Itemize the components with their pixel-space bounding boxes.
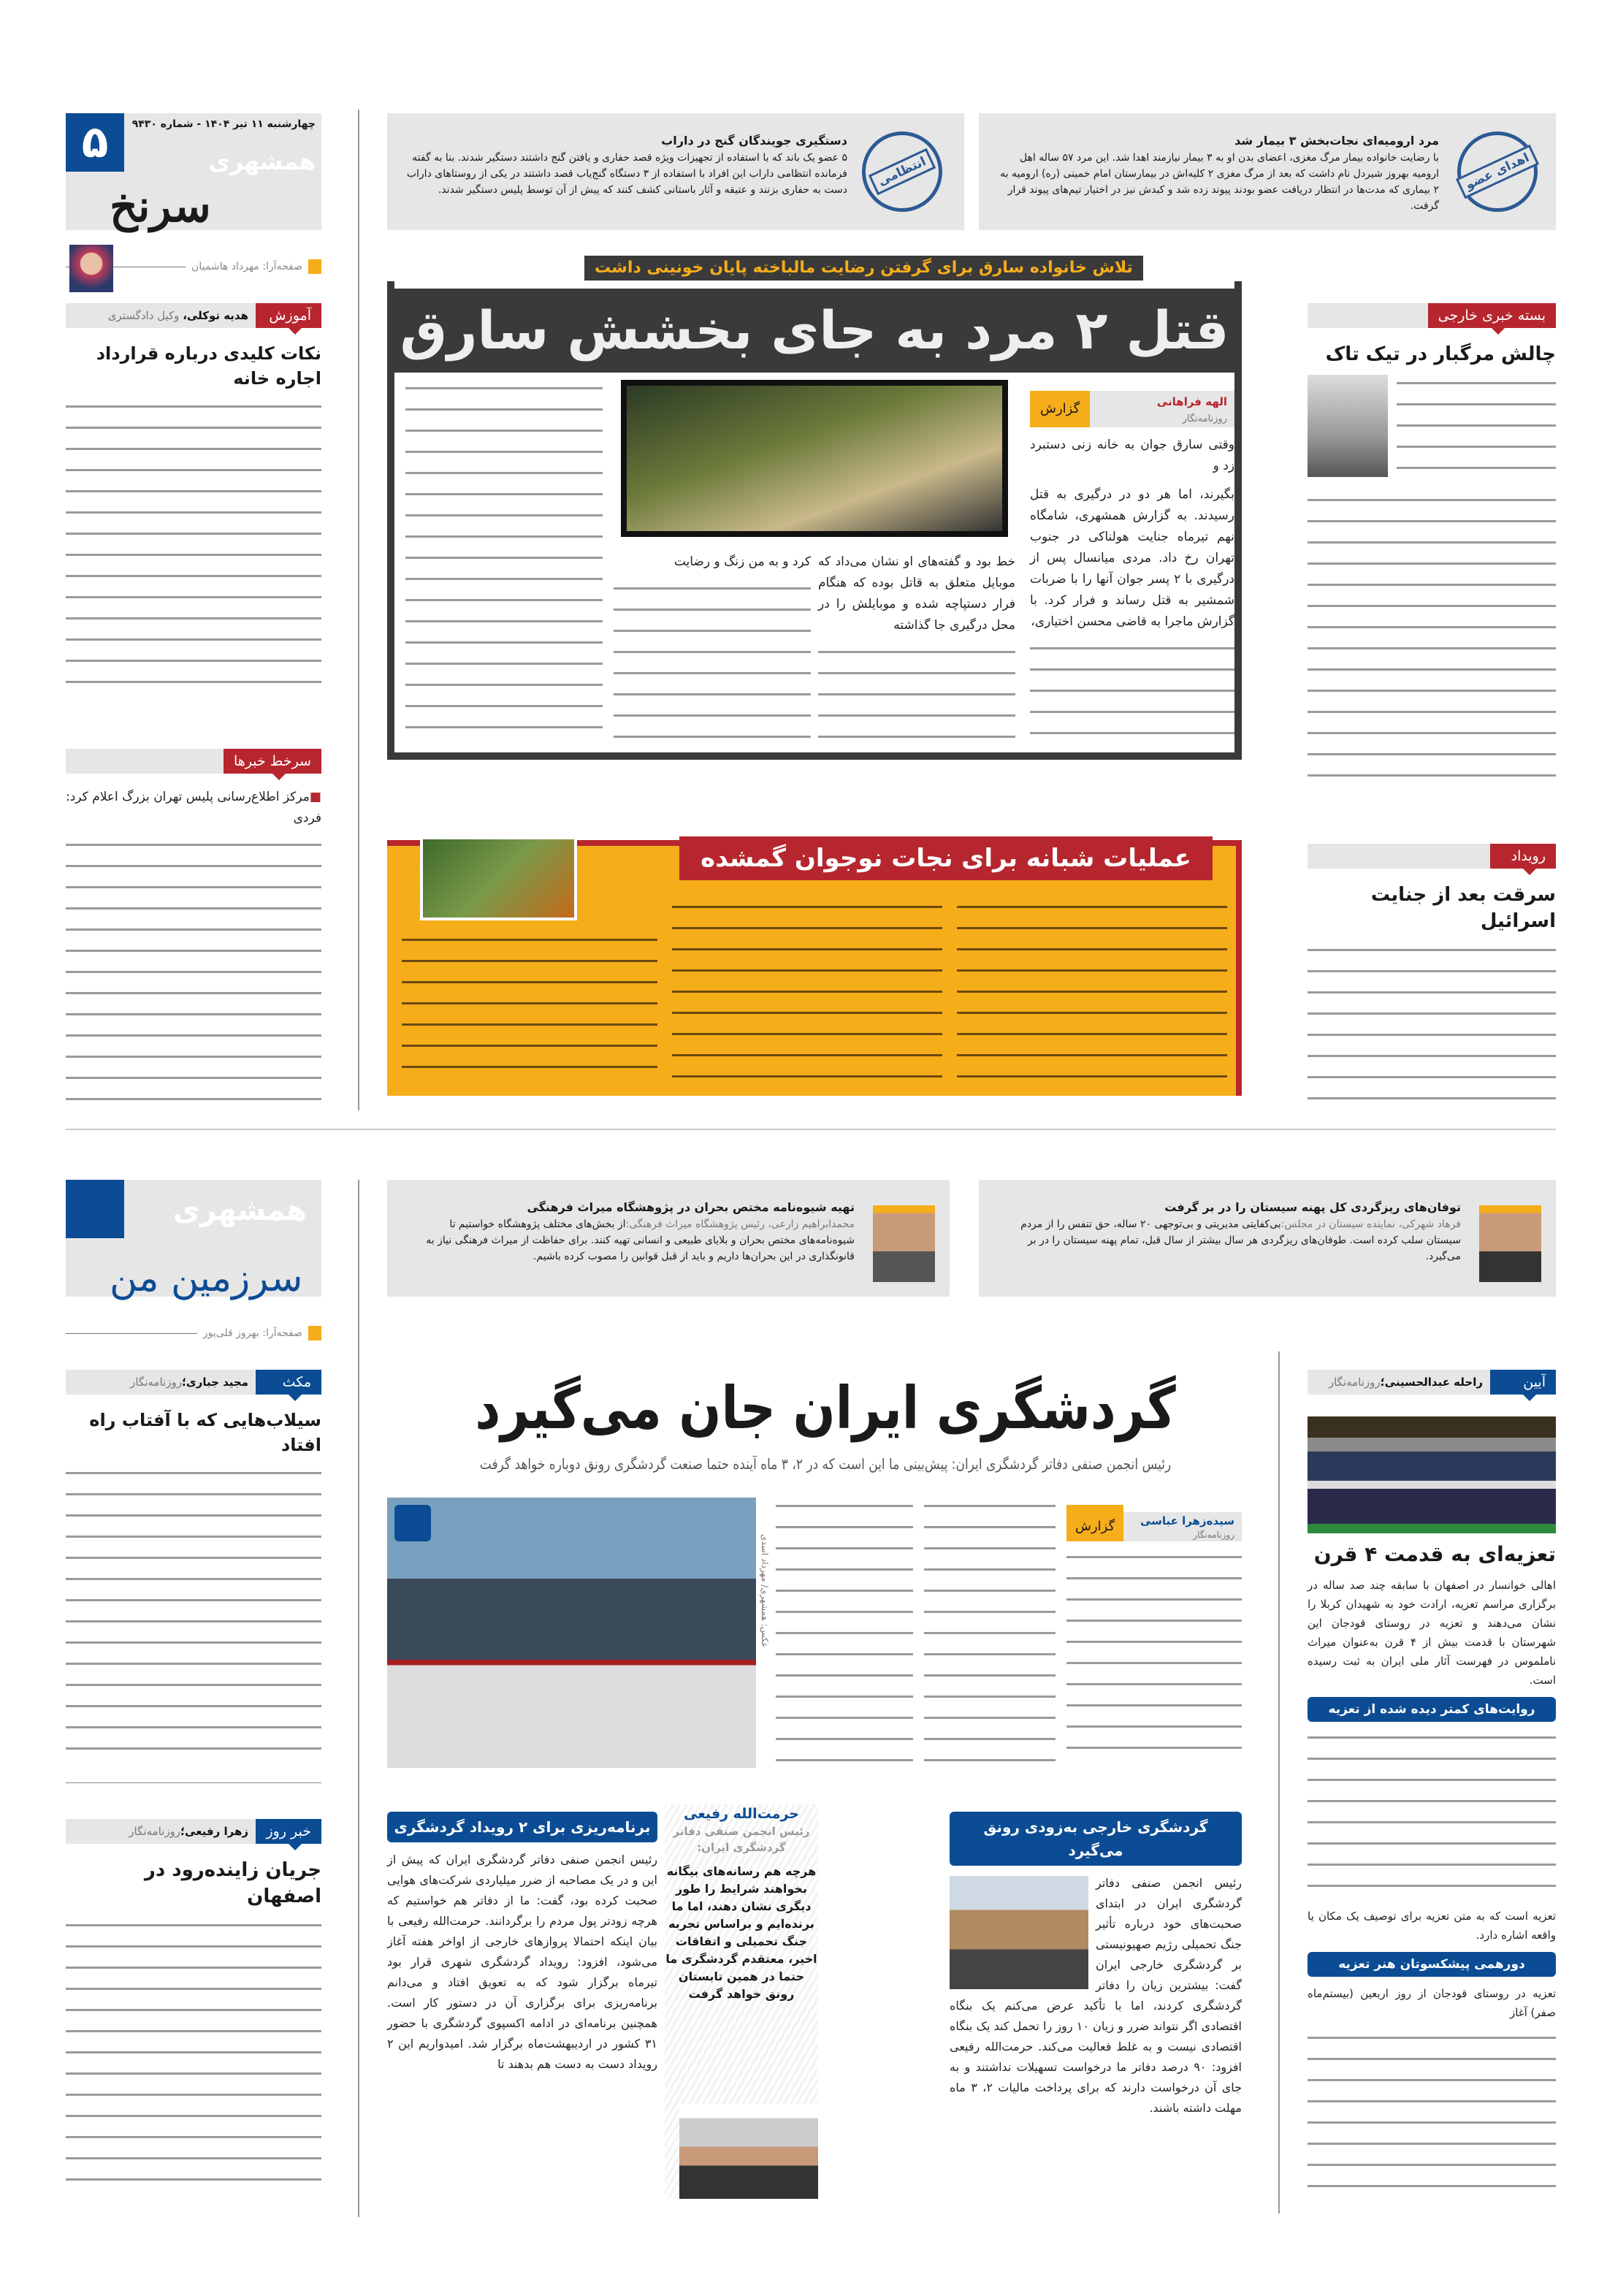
- article-col-2: خط بود و گفته‌های او نشان می‌داد که موبایل متعلق به قاتل بوده که هنگام فرار دستپاچه شده و موبایلش را در محل درگیری جا گذاشته: [818, 554, 1015, 633]
- brief-body: با رضایت خانواده بیمار مرگ مغزی، اعضای بدن او به ۳ بیمار نیازمند اهدا شد. این مرد ۵۷ ساله اهل ارومیه بهروز شیردل نام داشت که بعد از مرگ مغزی ۲ کلیه‌اش در بیمارستان امام خمینی (ره) ارومیه به ۲ بیماری که مدت‌ها در انتظار دریافت عضو بودند پیوند زده شد و کبدش نیز در اختیار تیم‌های پیوند قرار گرفت.: [1000, 152, 1439, 212]
- headline[interactable]: جریان زاینده‌رود در اصفهان: [144, 1859, 321, 1907]
- brief-body: از بخش‌های مختلف پژوهشگاه خواستیم تا شیوه‌نامه‌های مختص بحران و بلایای طبیعی و انسانی تهیه کنند. برای حفاظت از میراث فرهنگی نیاز به قانونگذاری در این بحران‌ها داریم و باید از قبل قوانین را مصوب کرده باشیم.: [426, 1218, 855, 1262]
- article-body: [402, 931, 657, 1085]
- article-body: [405, 380, 603, 745]
- kicker-event: [1308, 844, 1556, 869]
- section-tag: آموزش: [256, 303, 321, 328]
- layout-credit-text: صفحه‌آرا: مهرداد هاشمیان: [191, 261, 302, 272]
- article-text: تعزیه است که به متن تعزیه برای توصیف یک مکان یا واقعه اشاره دارد.: [1308, 1909, 1556, 1942]
- page-separator: [66, 1129, 1556, 1130]
- section-logo: سرنخ: [110, 181, 211, 232]
- paper-logo: همشهری: [172, 1194, 307, 1227]
- byline: هدیه توکلی، وکیل دادگستری: [66, 303, 256, 328]
- article-col-b: رئیس انجمن صنفی دفاتر گردشگری ایران که پیش از این و در یک مصاحبه از ضرر میلیاردی شرکت‌های هوایی صحبت کرده بود، گفت: ما از دفاتر هم خواستیم که هرچه زودتر پول مردم را برگردانند. حرمت‌الله رفیعی با بیان اینکه احتمالا پروازهای خارجی از اواخر هفته آغاز می‌شود، افزود: رویداد گردشگری شهری قرار بود تیرماه برگزار شود که به تعویق افتاد و می‌دانم برنامه‌ریزی برای برگزاری آن در دستور کار است. همچنین برنامه‌ای در ادامه اکسپوی گردشگری با حضور ۳۱ کشور در اردیبهشت‌ماه برگزار شد. امیدواریم این ۲ رویداد دست به دست هم بدهند تا: [387, 1853, 657, 2071]
- article-body: [1397, 375, 1556, 484]
- quote-text: هرچه هم رسانه‌های بیگانه بخواهند شرایط را طور دیگری نشان دهند، اما ما برنده‌ایم و براساس تجربه جنگ تحمیلی و اتفاقات اخیر، معتقدم گردشگری ما حتما در همین تابستان رونق خواهد گرفت: [665, 1864, 817, 2001]
- event-column: [1308, 844, 1556, 1103]
- brief-sistan: [979, 1180, 1556, 1297]
- byline: زهرا رفیعی؛روزنامه‌نگار: [66, 1819, 256, 1844]
- article-body: [66, 398, 321, 683]
- kicker-foreign: [1308, 303, 1556, 328]
- main-story-col-right: [1030, 391, 1234, 749]
- paper-logo: همشهری: [208, 148, 316, 175]
- article-body: [1308, 942, 1556, 1103]
- byline: مجید جباری؛روزنامه‌نگار: [66, 1370, 256, 1395]
- article-body: [614, 580, 811, 749]
- brief-body: بی‌کفایتی مدیریتی و بی‌توجهی ۲۰ ساله، حق تنفس را از مردم سیستان سلب کرده است. طوفان‌های ریزگردی هر سال بیشتر از سال قبل، تمام پهنه سیستان را در بر می‌گیرد.: [1020, 1218, 1461, 1262]
- ritual-column: [1308, 1370, 1556, 2199]
- subhead-bar: برنامه‌ریزی برای ۲ رویداد گردشگری: [387, 1812, 657, 1842]
- brief-treasure: [387, 113, 964, 230]
- divider: [66, 1782, 321, 1783]
- report-byline: سیده‌زهرا عباسی روزنامه‌نگار گزارش: [1066, 1505, 1242, 1541]
- headlines-column: [66, 749, 321, 1103]
- main-story-col-middle: [818, 552, 1015, 749]
- column-divider: [1278, 1351, 1280, 2213]
- person-photo: [1479, 1205, 1541, 1282]
- section-tag: بسته خبری خارجی: [1428, 303, 1556, 328]
- kicker-ritual: [1308, 1370, 1556, 1395]
- report-byline: الهه فراهانی روزنامه‌نگار گزارش: [1030, 391, 1234, 427]
- tourists-photo: [950, 1876, 1088, 1989]
- crime-scene-photo: [621, 380, 1008, 537]
- headline[interactable]: نکات کلیدی درباره قرارداد اجاره خانه: [96, 343, 321, 389]
- column-divider: [358, 110, 359, 1110]
- tourism-col-a: [950, 1812, 1242, 2118]
- article-col-a: [950, 1873, 1242, 2118]
- main-kicker: تلاش خانواده سارق برای گرفتن رضایت مالباخته پایان خونینی داشت: [584, 256, 1143, 281]
- subhead-bar: گردشگری خارجی به‌زودی رونق می‌گیرد: [950, 1812, 1242, 1866]
- main-story-col-left: [614, 552, 811, 749]
- page-number: ۵: [66, 113, 124, 172]
- article-body: [66, 1917, 321, 2195]
- brief-source: فرهاد شهرکی، نماینده سیستان در مجلس:: [1280, 1218, 1461, 1230]
- article-col-a-text: رئیس انجمن صنفی دفاتر گردشگری ایران در ابتدای صحبت‌های خود درباره تأثیر جنگ تحمیلی رژیم صهیونیستی بر گردشگری خارجی ایران گفت: بیشترین زیان را دفاتر گردشگری کردند، اما با تأکید عرض می‌کنم یک بنگاه اقتصادی اگر نتواند ضرر و زیان ۱۰ روز را تحمل کند یک بنگاه اقتصادی نیست و به غلط فعالیت می‌کند. حرمت‌الله رفیعی افزود: ۹۰ درصد دفاتر ما درخواست تسهیلات نداشتند و به جای آن درخواست دارند که برای پرداخت مالیات ۲، ۳ ماه مهلت داشته باشند.: [950, 1876, 1243, 2115]
- headline[interactable]: سیلاب‌هایی که با آفتاب راه افتاد: [89, 1410, 321, 1455]
- article-body: [1308, 492, 1556, 789]
- section-tag: رویداد: [1490, 844, 1556, 869]
- stamp-icon: اهدای عضو: [1444, 118, 1551, 225]
- brief-source: محمدابراهیم زارعی، رئیس پژوهشگاه میراث فرهنگی:: [625, 1218, 855, 1230]
- section-tag: مکث: [256, 1370, 321, 1395]
- brief-title: تهیه شیوه‌نامه مختص بحران در پژوهشگاه میراث فرهنگی: [527, 1200, 855, 1214]
- news-item: ■مرکز اطلاع‌رسانی پلیس تهران بزرگ اعلام کرد: فردی: [66, 790, 321, 825]
- tv-logo-icon: [394, 1505, 431, 1541]
- kicker-headlines: [66, 749, 321, 774]
- headline[interactable]: سرقت بعد از جنایت اسرائیل: [1370, 884, 1556, 932]
- article-body: [924, 1498, 1056, 1768]
- brief-title: توفان‌های ریزگردی کل پهنه سیستان را در بر گرفت: [1164, 1200, 1461, 1214]
- section-tag: گزارش: [1066, 1505, 1123, 1541]
- author-photo: [69, 245, 113, 292]
- section-tag: آیین: [1490, 1370, 1556, 1395]
- section-logo: سرزمین من: [110, 1256, 303, 1300]
- foreign-column: [1308, 303, 1556, 789]
- rescue-photo: [420, 836, 577, 920]
- kicker-education: [66, 303, 321, 328]
- headline[interactable]: تعزیه‌ای به قدمت ۴ قرن: [1313, 1542, 1556, 1566]
- layout-credit-text: صفحه‌آرا: بهروز قلی‌پور: [202, 1327, 302, 1339]
- article-lead: وقتی سارق جوان به خانه زنی دستبرد زد و: [1030, 438, 1234, 473]
- brief-title: دستگیری جویندگان گنج در داراب: [661, 134, 847, 148]
- quote-column: [665, 1804, 818, 2199]
- section-tag: گزارش: [1030, 391, 1090, 427]
- section-tag: سرخط خبرها: [224, 749, 321, 774]
- column-divider: [358, 1180, 359, 2217]
- logo-square: [66, 1180, 124, 1238]
- headline[interactable]: چالش مرگبار در تیک تاک: [1325, 343, 1556, 365]
- layout-credit: [66, 1326, 321, 1340]
- article-body: [1066, 1549, 1242, 1768]
- quote-name: حرمت‌الله رفیعی: [683, 1806, 799, 1822]
- article-body: [1030, 640, 1234, 749]
- article-body: [66, 1465, 321, 1757]
- article-body: [1308, 1729, 1556, 1899]
- subway-photo: [1308, 375, 1388, 477]
- stamp-icon: انتظامی: [849, 118, 955, 225]
- rescue-headline[interactable]: عملیات شبانه برای نجات نوجوان گمشده: [679, 836, 1213, 880]
- article-body: [1308, 2029, 1556, 2200]
- kicker-pause: [66, 1370, 321, 1395]
- tazieh-photo: [1308, 1416, 1556, 1533]
- tourism-col-b: [387, 1812, 657, 2075]
- article-body: [957, 899, 1227, 1085]
- pause-column: [66, 1370, 321, 1757]
- kicker-daily: [66, 1819, 321, 1844]
- byline: راحله عبدالحسینی؛روزنامه‌نگار: [1308, 1370, 1490, 1395]
- news-items: [66, 836, 321, 1103]
- section-tag: خبر روز: [256, 1819, 321, 1844]
- article-body: [672, 899, 942, 1085]
- person-photo: [873, 1205, 935, 1282]
- person-photo: [679, 2104, 818, 2199]
- tv-studio-photo: [387, 1498, 756, 1768]
- main-headline[interactable]: قتل ۲ مرد به جای بخشش سارق: [387, 289, 1242, 373]
- article-body: [776, 1498, 913, 1768]
- subhead-bar: روایت‌های کمتر دیده شده از تعزیه: [1308, 1697, 1556, 1722]
- article-col-3: کرد و به من زنگ و رضایت: [673, 554, 811, 569]
- article-col-1: بگیرند، اما هر دو در درگیری به قتل رسیدند. به گزارش همشهری، شامگاه نهم تیرماه جنایت هولناکی در جنوب تهران رخ داد. مردی میانسال پس از درگیری با ۲ پسر جوان آنها را با ضربات شمشیر به قتل رساند و فرار کرد. با گزارش ماجرا به قاضی محسن اختیاری،: [1030, 487, 1234, 629]
- education-column: [66, 303, 321, 683]
- date-issue: چهارشنبه ۱۱ تیر ۱۴۰۴ - شماره ۹۴۳۰: [131, 118, 316, 130]
- photo-row: [1308, 375, 1556, 484]
- article-body: [818, 644, 1015, 749]
- article-lead: اهالی خوانسار در اصفهان با سابقه چند صد ساله در برگزاری مراسم تعزیه، ارادت خود به شهیدان کربلا را نشان می‌دهند و تعزیه در روستای قودجان این شهرستان با قدمت بیش از ۴ قرن به‌عنوان میراث ناملموس در فهرست آثار ملی ایران به ثبت رسیده است.: [1308, 1579, 1556, 1687]
- subhead-bar: دورهمی پیشکسوتان هنر تعزیه: [1308, 1952, 1556, 1977]
- tourism-report-column: [1066, 1505, 1242, 1768]
- photo-credit: عکس: همشهری/ مهرداد اسدی: [760, 1534, 770, 1648]
- subheadline: رئیس انجمن صنفی دفاتر گردشگری ایران: پیش‌بینی ما این است که در ۲، ۳ ماه آینده حتما صنعت گردشگری رونق دوباره خواهد گرفت: [479, 1455, 1172, 1473]
- brief-title: مرد ارومیه‌ای نجات‌بخش ۳ بیمار شد: [1234, 134, 1439, 148]
- main-headline[interactable]: گردشگری ایران جان می‌گیرد: [475, 1374, 1176, 1442]
- brief-body: ۵ عضو یک باند که با استفاده از تجهیزات ویژه قصد حفاری و یافتن گنج داشتند دستگیر شدند. بنا به گفته فرمانده انتظامی داراب این افراد با استفاده از ۳ دستگاه گنج‌یاب قصد داشتند در یکی از روستاهای داراب دست به حفاری بزنند و عتیقه و آثار باستانی کشف کنند که پیش از آن توسط پلیس دستگیر شدند.: [406, 152, 847, 196]
- article-text: تعزیه در روستای قودجان از روز اربعین (بیستم‌ماه صفر) آغاز: [1308, 1986, 1556, 2019]
- brief-heritage: [387, 1180, 950, 1297]
- quote-role: رئیس انجمن صنفی دفاتر گردشگری ایران:: [673, 1825, 810, 1854]
- daily-column: [66, 1819, 321, 2195]
- brief-organ: [979, 113, 1556, 230]
